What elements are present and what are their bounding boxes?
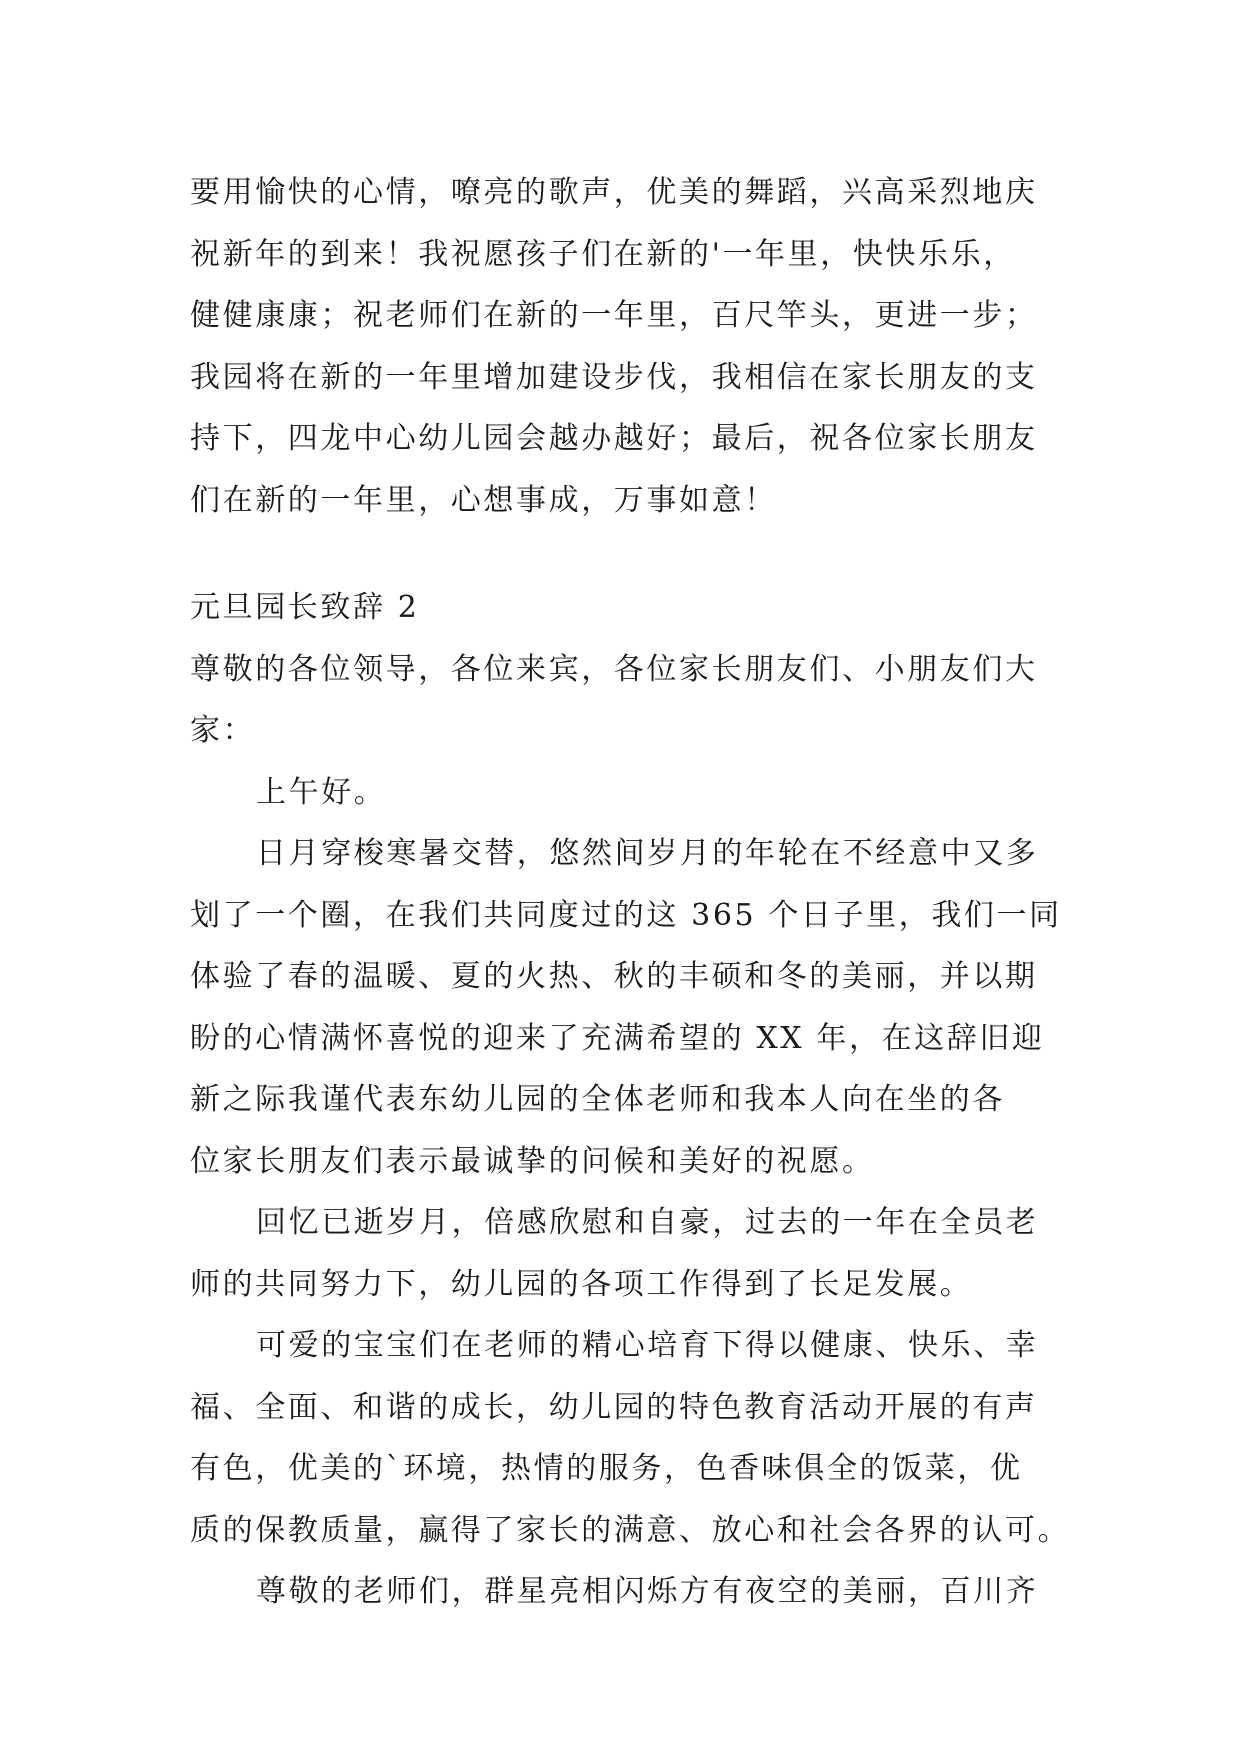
text-line: 有色，优美的`环境，热情的服务，色香味俱全的饭菜，优 (190, 1451, 1023, 1486)
text-line: 位家长朋友们表示最诚挚的问候和美好的祝愿。 (190, 1143, 875, 1179)
section-spacer (190, 531, 1060, 577)
text-line: 我园将在新的一年里增加建设步伐，我相信在家长朋友的支 (190, 359, 1038, 395)
text-line: 新之际我谨代表东幼儿园的全体老师和我本人向在坐的各 (190, 1082, 1005, 1117)
text-line: 祝新年的到来！我祝愿孩子们在新的'一年里，快快乐乐， (190, 236, 1016, 272)
text-line: 可爱的宝宝们在老师的精心培育下得以健康、快乐、幸 (256, 1328, 1039, 1363)
section-title: 元旦园长致辞 2 (190, 590, 420, 625)
text-line: 盼的心情满怀喜悦的迎来了充满希望的 XX 年，在这辞旧迎 (190, 1020, 1045, 1056)
paragraph-2 (190, 1192, 1060, 1315)
text-line: 回忆已逝岁月，倍感欣慰和自豪，过去的一年在全员老 (256, 1205, 1039, 1240)
text-line: 福、全面、和谐的成长，幼儿园的特色教育活动开展的有声 (190, 1389, 1038, 1425)
text-line: 持下，四龙中心幼儿园会越办越好；最后，祝各位家长朋友 (190, 421, 1038, 456)
text-line: 要用愉快的心情，嘹亮的歌声，优美的舞蹈，兴高采烈地庆 (190, 175, 1038, 210)
text-line: 健健康康；祝老师们在新的一年里，百尺竿头，更进一步； (190, 298, 1038, 333)
text-line: 日月穿梭寒暑交替，悠然间岁月的年轮在不经意中又多 (256, 836, 1039, 871)
continuation-paragraph (190, 162, 1060, 531)
document-body (190, 162, 1071, 1623)
text-line: 质的保教质量，赢得了家长的满意、放心和社会各界的认可。 (190, 1512, 1071, 1548)
salutation (190, 639, 1060, 762)
greeting-line: 上午好。 (256, 774, 387, 810)
text-line: 师的共同努力下，幼儿园的各项工作得到了长足发展。 (190, 1266, 973, 1302)
text-line: 尊敬的老师们，群星亮相闪烁方有夜空的美丽，百川齐 (256, 1574, 1039, 1609)
paragraph-1 (190, 823, 1060, 1192)
text-line: 们在新的一年里，心想事成，万事如意！ (190, 482, 777, 518)
paragraph-3 (190, 1315, 1071, 1561)
text-line: 家： (190, 713, 256, 748)
text-line: 划了一个圈，在我们共同度过的这 365 个日子里，我们一同 (190, 897, 1062, 933)
paragraph-4 (190, 1561, 1060, 1623)
text-line: 尊敬的各位领导，各位来宾，各位家长朋友们、小朋友们大 (190, 651, 1038, 687)
text-line: 体验了春的温暖、夏的火热、秋的丰硕和冬的美丽，并以期 (190, 959, 1038, 994)
